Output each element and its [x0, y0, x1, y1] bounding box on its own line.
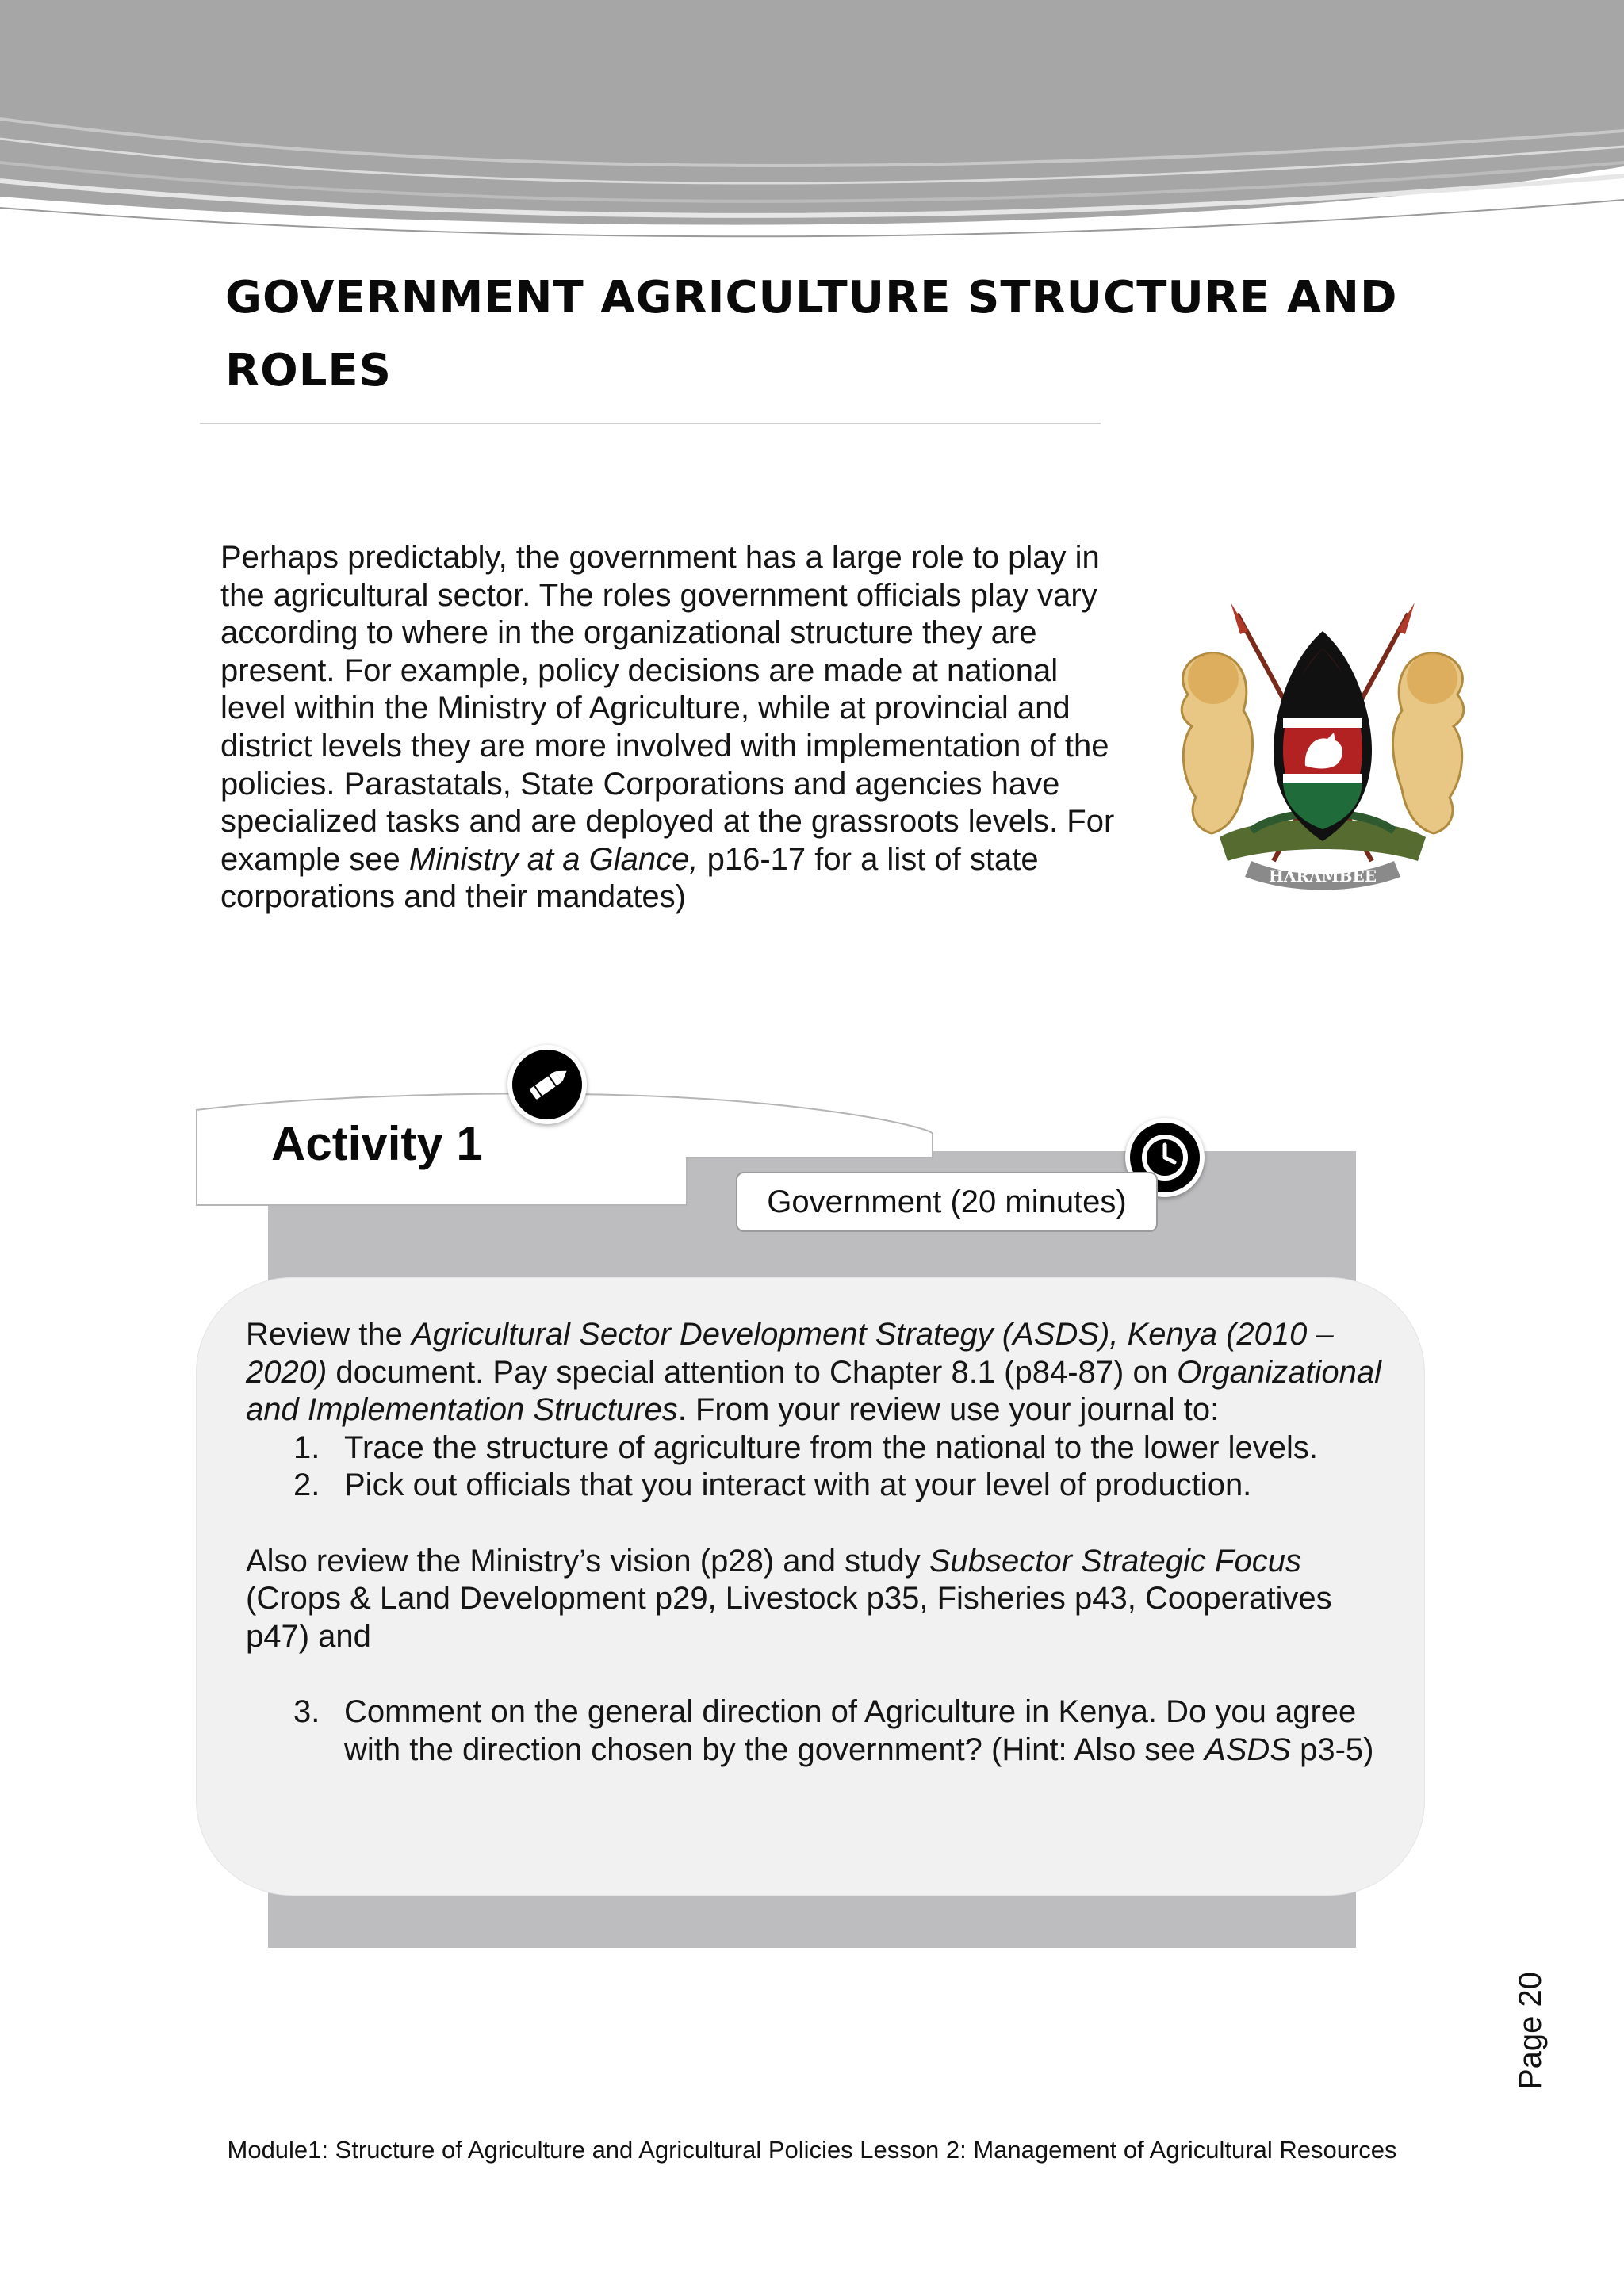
list-item	[246, 1693, 1396, 1769]
text-run: Also review the Ministry’s vision (p28) and study	[246, 1543, 929, 1578]
text-run: (Crops & Land Development p29, Livestock p35, Fisheries p43, Cooperatives p47) and	[246, 1581, 1332, 1654]
header-decorative-band	[0, 0, 1624, 262]
list-item	[246, 1467, 1396, 1505]
page-number-label: Page 20	[1513, 1971, 1548, 2090]
pencil-icon	[508, 1045, 587, 1124]
activity-title: Activity 1	[271, 1117, 483, 1170]
paragraph-gap	[246, 1505, 1396, 1543]
intro-paragraph	[220, 539, 1116, 916]
activity-instructions	[246, 1316, 1396, 1769]
list-item-text: Trace the structure of agriculture from the national to the lower levels.	[344, 1429, 1318, 1465]
coat-of-arms-motto: HARAMBEE	[1268, 867, 1377, 886]
activity-paragraph-1	[246, 1316, 1396, 1429]
list-item-text: Comment on the general direction of Agriculture in Kenya. Do you agree with the direction chosen by the government? (Hint: Also see	[344, 1693, 1357, 1767]
list-number: 3.	[293, 1693, 320, 1729]
kenya-coat-of-arms-icon	[1164, 599, 1481, 894]
chapter-title: Organizational and Implementation Structures	[246, 1354, 1382, 1428]
list-item-text: Pick out officials that you interact with at your level of production.	[344, 1468, 1252, 1503]
title-divider	[200, 423, 1101, 424]
subsector-focus-title: Subsector Strategic Focus	[929, 1543, 1301, 1578]
list-number: 1.	[293, 1429, 320, 1465]
text-run: Review the	[246, 1317, 412, 1352]
list-item-text: p3-5)	[1290, 1732, 1374, 1767]
list-number: 2.	[293, 1468, 320, 1503]
intro-reference-title: Ministry at a Glance,	[408, 841, 699, 877]
list-item	[246, 1429, 1396, 1468]
intro-text-part1: Perhaps predictably, the government has a large role to play in the agricultural sector. The roles government officials play vary according to where in the organizational structure they are present. For example, policy decisions are made at national level within the Ministry of Agriculture, while at provincial and district levels they are more involved with implementation of the policies. Parastatals, State Corporations and agencies have specialized tasks and are deployed at the grassroots levels. For example see	[220, 540, 1115, 877]
asds-abbreviation: ASDS	[1205, 1732, 1291, 1767]
text-run: . From your review use your journal to:	[677, 1392, 1220, 1428]
activity-paragraph-2	[246, 1543, 1396, 1656]
asds-document-title: Agricultural Sector Development Strategy (ASDS), Kenya (2010 – 2020)	[246, 1317, 1334, 1390]
text-run: document. Pay special attention to Chapter 8.1 (p84-87) on	[327, 1354, 1178, 1390]
paragraph-gap	[246, 1655, 1396, 1693]
page-footer: Module1: Structure of Agriculture and Agricultural Policies Lesson 2: Management of Agricultural Resources	[227, 2136, 1397, 2164]
activity-subtitle: Government (20 minutes)	[736, 1172, 1158, 1232]
page-title: GOVERNMENT AGRICULTURE STRUCTURE AND ROLES	[225, 272, 1398, 396]
intro-text-part2: p16-17 for a list of state corporations and their mandates)	[220, 841, 1039, 915]
